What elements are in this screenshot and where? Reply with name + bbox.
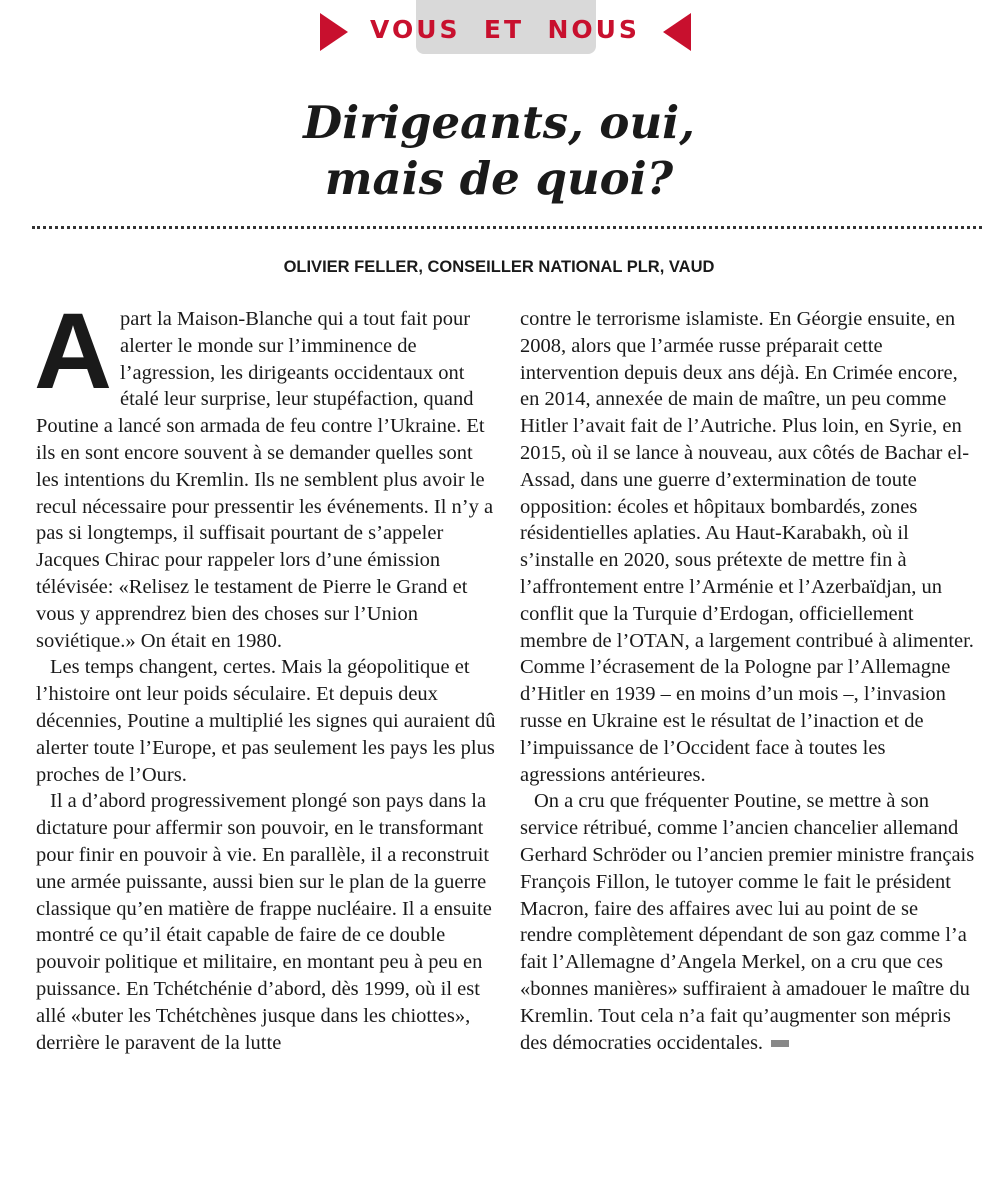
paragraph-4: [520, 788, 975, 1056]
paragraph-2: Les temps changent, certes. Mais la géopolitique et l’histoire ont leur poids séculaire. Et depuis deux décennies, Poutine a multiplié les signes qui auraient dû alerter toute l’Europe, et pas seulement les pays les plus proches de l’Ours.: [36, 656, 496, 786]
rubric-label: VOUS ET NOUS: [370, 15, 640, 44]
headline: [0, 95, 998, 207]
headline-line-2: mais de quoi?: [324, 152, 674, 205]
article-column-left: [34, 290, 496, 1056]
paragraph-4-text: On a cru que fréquenter Poutine, se mettre à son service rétribué, comme l’ancien chancelier allemand Gerhard Schröder ou l’ancien premier ministre français François Fillon, le tutoyer comme le fait le président Macron, faire des affaires avec lui au point de se rendre complètement dépendant de son gaz comme l’a fait l’Allemagne d’Angela Merkel, on a cru que ces «bonnes manières» suffiraient à amadouer le maître du Kremlin. Tout cela n’a fait qu’augmenter son mépris des démocraties occidentales.: [520, 790, 975, 1054]
paragraph-3: Il a d’abord progressivement plongé son pays dans la dictature pour affermir son pouvoir, en le transformant pour finir en pouvoir à vie. En parallèle, il a reconstruit une armée puissante, aussi bien sur le plan de la guerre classique qu’en matière de frappe nucléaire. Il a ensuite montré ce qu’il était capable de faire de ce double pouvoir politique et militaire, en montant peu à peu en puissance. En Tchétchénie d’abord, dès 1999, où il est allé «buter les Tchétchènes jusque dans les chiottes», derrière le paravent de la lutte: [36, 790, 492, 1054]
triangle-left-icon: [663, 13, 691, 51]
article-column-right: [520, 306, 975, 1056]
paragraph-1-text: part la Maison-Blanche qui a tout fait pour alerter le monde sur l’imminence de l’agression, les dirigeants occidentaux ont étalé leur surprise, leur stupéfaction, quand Poutine a lancé son armada de feu contre l’Ukraine. Et ils en sont encore souvent à se demander quelles sont les intentions du Kremlin. Ils ne semblent plus avoir le recul nécessaire pour pressentir les événements. Il n’y a pas si longtemps, il suffisait pourtant de s’appeler Jacques Chirac pour rappeler lors d’une émission télévisée: «Relisez le testament de Pierre le Grand et vous y apprendrez bien des choses sur l’Union soviétique.» On était en 1980.: [36, 308, 494, 652]
dropcap: A: [34, 290, 112, 411]
headline-line-1: Dirigeants, oui,: [303, 96, 695, 149]
paragraph-3-continued: contre le terrorisme islamiste. En Géorgie ensuite, en 2008, alors que l’armée russe préparait cette intervention depuis deux ans déjà. En Crimée encore, en 2014, annexée de main de maître, un peu comme Hitler l’avait fait de l’Autriche. Plus loin, en Syrie, en 2015, où il se lance à nouveau, aux côtés de Bachar el-Assad, dans une guerre d’extermination de toute opposition: écoles et hôpitaux bombardés, zones résidentielles aplaties. Au Haut-Karabakh, où il s’installe en 2020, sous prétexte de mettre fin à l’affrontement entre l’Arménie et l’Azerbaïdjan, un conflit que la Turquie d’Erdogan, officiellement membre de l’OTAN, a largement contribué à alimenter. Comme l’écrasement de la Pologne par l’Allemagne d’Hitler en 1939 – en moins d’un mois –, l’invasion russe en Ukraine est le résultat de l’inaction et de l’impuissance de l’Occident face à toutes les agressions antérieures.: [520, 308, 974, 786]
dotted-divider: [32, 226, 982, 229]
paragraph-1: [34, 290, 496, 654]
byline: OLIVIER FELLER, CONSEILLER NATIONAL PLR, VAUD: [283, 258, 715, 276]
end-of-article-mark: [771, 1040, 789, 1047]
